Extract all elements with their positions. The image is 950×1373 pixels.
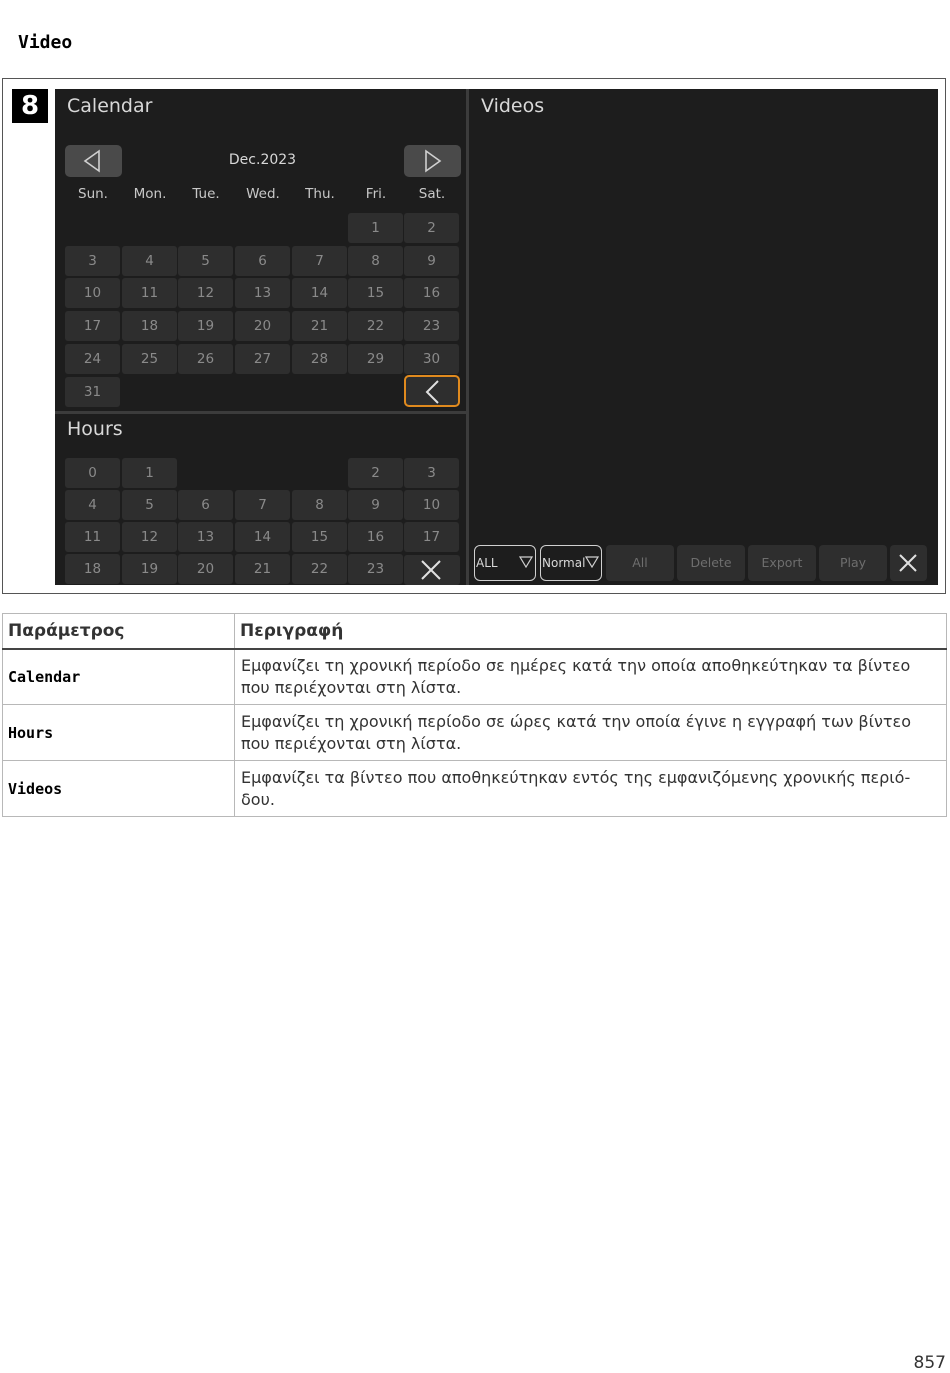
calendar-empty-cell <box>122 213 177 243</box>
prev-month-button[interactable] <box>65 145 122 177</box>
header-description: Περιγραφή <box>235 614 947 649</box>
calendar-day-cell[interactable]: 1 <box>348 213 403 243</box>
calendar-day-cell[interactable]: 20 <box>235 311 290 341</box>
close-videos-button[interactable] <box>890 545 927 581</box>
filter-dropdown-value: ALL <box>476 556 498 570</box>
row-description: Εμφανίζει τη χρονική περίοδο σε ημέρες κατά την οποία αποθηκεύτηκαν τα βίντεο που περιέχονται στη λίστα. <box>235 649 947 705</box>
hour-cell[interactable]: 21 <box>235 554 290 584</box>
back-button[interactable] <box>404 375 460 407</box>
parameter-table <box>2 613 947 817</box>
calendar-day-cell[interactable]: 23 <box>404 311 459 341</box>
table-row <box>3 761 947 817</box>
calendar-day-cell[interactable]: 8 <box>348 246 403 276</box>
hour-cell[interactable]: 7 <box>235 490 290 520</box>
hour-cell[interactable]: 12 <box>122 522 177 552</box>
calendar-title: Calendar <box>67 95 153 117</box>
calendar-day-cell[interactable]: 21 <box>292 311 347 341</box>
calendar-empty-cell <box>292 213 347 243</box>
hours-panel <box>55 411 466 585</box>
arrow-right-icon <box>420 149 444 173</box>
weekday-label: Sun. <box>78 186 108 202</box>
calendar-day-cell[interactable]: 15 <box>348 278 403 308</box>
calendar-day-cell[interactable]: 27 <box>235 344 290 374</box>
calendar-day-cell[interactable]: 29 <box>348 344 403 374</box>
hour-cell[interactable]: 15 <box>292 522 347 552</box>
table-header-row <box>3 614 947 649</box>
calendar-day-cell[interactable]: 13 <box>235 278 290 308</box>
calendar-empty-cell <box>178 213 233 243</box>
close-hours-button[interactable] <box>404 555 460 585</box>
row-description: Εμφανίζει τα βίντεο που αποθηκεύτηκαν εντός της εμφανιζόμενης χρονικής περιό-δου. <box>235 761 947 817</box>
calendar-day-cell[interactable]: 10 <box>65 278 120 308</box>
hour-cell[interactable]: 17 <box>404 522 459 552</box>
hour-cell[interactable]: 19 <box>122 554 177 584</box>
video-screen <box>55 89 938 585</box>
calendar-day-cell[interactable]: 12 <box>178 278 233 308</box>
calendar-day-cell[interactable]: 5 <box>178 246 233 276</box>
calendar-day-cell[interactable]: 25 <box>122 344 177 374</box>
type-dropdown-value: Normal <box>542 556 586 570</box>
calendar-panel <box>55 89 466 411</box>
month-label: Dec.2023 <box>228 152 297 168</box>
calendar-day-cell[interactable]: 6 <box>235 246 290 276</box>
hour-cell[interactable]: 3 <box>404 458 459 488</box>
hour-cell[interactable]: 18 <box>65 554 120 584</box>
videos-panel <box>466 89 938 585</box>
hour-cell[interactable]: 4 <box>65 490 120 520</box>
header-parameter: Παράμετρος <box>3 614 235 649</box>
table-row <box>3 649 947 705</box>
arrow-left-icon <box>81 149 105 173</box>
all-button[interactable]: All <box>606 545 674 581</box>
delete-button[interactable]: Delete <box>677 545 745 581</box>
videos-title: Videos <box>481 95 545 117</box>
calendar-empty-cell <box>235 213 290 243</box>
export-button[interactable]: Export <box>748 545 816 581</box>
calendar-day-cell[interactable]: 9 <box>404 246 459 276</box>
next-month-button[interactable] <box>404 145 461 177</box>
row-description: Εμφανίζει τη χρονική περίοδο σε ώρες κατά την οποία έγινε η εγγραφή των βίντεο που περιέχονται στη λίστα. <box>235 705 947 761</box>
hour-cell[interactable]: 13 <box>178 522 233 552</box>
calendar-day-cell[interactable]: 30 <box>404 344 459 374</box>
hour-cell[interactable]: 0 <box>65 458 120 488</box>
calendar-day-cell[interactable]: 11 <box>122 278 177 308</box>
calendar-day-cell[interactable]: 16 <box>404 278 459 308</box>
dropdown-triangle-icon <box>585 556 599 568</box>
calendar-day-cell[interactable]: 31 <box>65 377 120 407</box>
hour-cell[interactable]: 22 <box>292 554 347 584</box>
back-chevron-icon <box>421 379 445 405</box>
weekday-label: Wed. <box>246 186 280 202</box>
calendar-day-cell[interactable]: 14 <box>292 278 347 308</box>
row-parameter: Hours <box>3 705 235 761</box>
hour-cell[interactable]: 5 <box>122 490 177 520</box>
calendar-day-cell[interactable]: 22 <box>348 311 403 341</box>
calendar-day-cell[interactable]: 26 <box>178 344 233 374</box>
type-dropdown[interactable] <box>540 545 602 581</box>
hours-title: Hours <box>67 418 123 440</box>
page-number: 857 <box>913 1353 946 1373</box>
calendar-day-cell[interactable]: 7 <box>292 246 347 276</box>
row-parameter: Videos <box>3 761 235 817</box>
calendar-empty-cell <box>65 213 120 243</box>
calendar-day-cell[interactable]: 17 <box>65 311 120 341</box>
calendar-day-cell[interactable]: 28 <box>292 344 347 374</box>
weekday-label: Thu. <box>305 186 335 202</box>
filter-dropdown[interactable] <box>474 545 536 581</box>
hour-cell[interactable]: 23 <box>348 554 403 584</box>
calendar-day-cell[interactable]: 19 <box>178 311 233 341</box>
hour-cell[interactable]: 16 <box>348 522 403 552</box>
row-parameter: Calendar <box>3 649 235 705</box>
hour-cell[interactable]: 9 <box>348 490 403 520</box>
page-heading: Video <box>18 32 73 53</box>
weekday-label: Mon. <box>133 186 167 202</box>
dropdown-triangle-icon <box>519 556 533 568</box>
hour-cell[interactable]: 11 <box>65 522 120 552</box>
hour-cell[interactable]: 20 <box>178 554 233 584</box>
weekday-label: Fri. <box>365 186 387 202</box>
hour-cell[interactable]: 8 <box>292 490 347 520</box>
weekday-label: Sat. <box>418 186 446 202</box>
hour-cell[interactable]: 1 <box>122 458 177 488</box>
calendar-day-cell[interactable]: 24 <box>65 344 120 374</box>
calendar-day-cell[interactable]: 18 <box>122 311 177 341</box>
hour-cell[interactable]: 6 <box>178 490 233 520</box>
hour-cell[interactable]: 2 <box>348 458 403 488</box>
close-icon <box>898 553 918 573</box>
calendar-day-cell[interactable]: 2 <box>404 213 459 243</box>
calendar-day-cell[interactable]: 3 <box>65 246 120 276</box>
play-button[interactable]: Play <box>819 545 887 581</box>
weekday-label: Tue. <box>192 186 220 202</box>
figure-number: 8 <box>12 89 48 123</box>
table-row <box>3 705 947 761</box>
calendar-day-cell[interactable]: 4 <box>122 246 177 276</box>
hour-cell[interactable]: 14 <box>235 522 290 552</box>
figure-frame <box>2 78 946 594</box>
close-icon <box>420 559 442 581</box>
hour-cell[interactable]: 10 <box>404 490 459 520</box>
